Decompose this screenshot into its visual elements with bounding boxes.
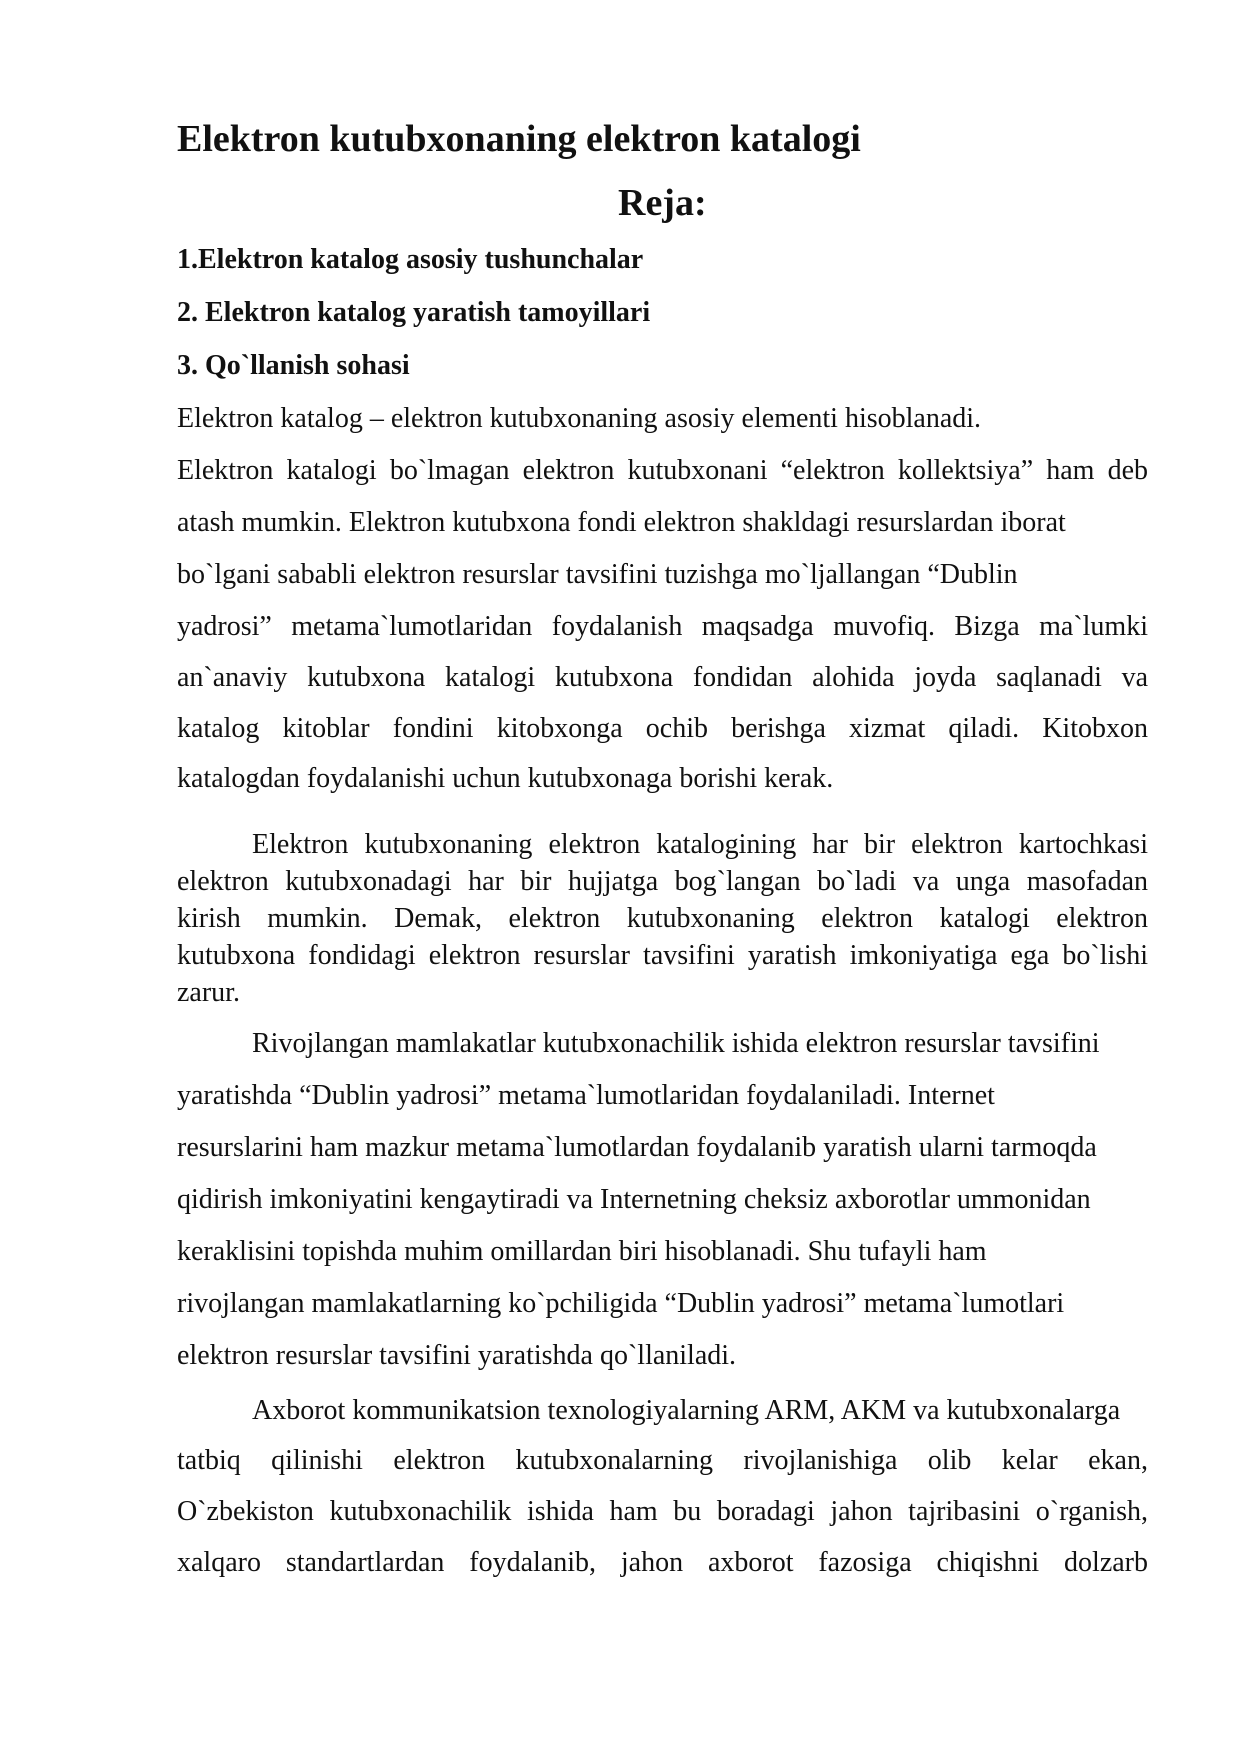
document-title: Elektron kutubxonaning elektron katalogi <box>177 118 861 160</box>
text-line: zarur. <box>177 977 240 1008</box>
text-line: an`anaviy kutubxona katalogi kutubxona fondidan alohida joyda saqlanadi va <box>177 662 1148 693</box>
text-line: rivojlangan mamlakatlarning ko`pchiligida “Dublin yadrosi” metama`lumotlari <box>177 1288 1065 1319</box>
text-line: atash mumkin. Elektron kutubxona fondi elektron shakldagi resurslardan iborat <box>177 507 1066 538</box>
text-line: Rivojlangan mamlakatlar kutubxonachilik ishida elektron resurslar tavsifini <box>252 1028 1100 1059</box>
text-line: kirish mumkin. Demak, elektron kutubxonaning elektron katalogi elektron <box>177 903 1148 934</box>
text-line: resurslarini ham mazkur metama`lumotlardan foydalanib yaratish ularni tarmoqda <box>177 1132 1097 1163</box>
text-line: elektron kutubxonadagi har bir hujjatga bog`langan bo`ladi va unga masofadan <box>177 866 1148 897</box>
text-line: xalqaro standartlardan foydalanib, jahon axborot fazosiga chiqishni dolzarb <box>177 1547 1148 1578</box>
plan-item-1: 1.Elektron katalog asosiy tushunchalar <box>177 244 644 275</box>
text-line: Elektron katalog – elektron kutubxonaning asosiy elementi hisoblanadi. <box>177 403 982 434</box>
text-line: tatbiq qilinishi elektron kutubxonalarning rivojlanishiga olib kelar ekan, <box>177 1445 1148 1476</box>
text-line: Axborot kommunikatsion texnologiyalarning ARM, AKM va kutubxonalarga <box>252 1395 1121 1426</box>
text-line: kutubxona fondidagi elektron resurslar tavsifini yaratish imkoniyatiga ega bo`lishi <box>177 940 1148 971</box>
text-line: katalogdan foydalanishi uchun kutubxonaga borishi kerak. <box>177 763 834 794</box>
text-line: elektron resurslar tavsifini yaratishda qo`llaniladi. <box>177 1340 737 1371</box>
text-line: yadrosi” metama`lumotlaridan foydalanish maqsadga muvofiq. Bizga ma`lumki <box>177 611 1148 642</box>
text-line: qidirish imkoniyatini kengaytiradi va Internetning cheksiz axborotlar ummonidan <box>177 1184 1091 1215</box>
text-line: katalog kitoblar fondini kitobxonga ochib berishga xizmat qiladi. Kitobxon <box>177 713 1148 744</box>
plan-item-2: 2. Elektron katalog yaratish tamoyillari <box>177 297 651 328</box>
text-line: Elektron katalogi bo`lmagan elektron kutubxonani “elektron kollektsiya” ham deb <box>177 455 1148 486</box>
text-line: bo`lgani sababli elektron resurslar tavsifini tuzishga mo`ljallangan “Dublin <box>177 559 1018 590</box>
text-line: keraklisini topishda muhim omillardan biri hisoblanadi. Shu tufayli ham <box>177 1236 987 1267</box>
text-line: Elektron kutubxonaning elektron katalogining har bir elektron kartochkasi <box>252 829 1148 860</box>
text-line: yaratishda “Dublin yadrosi” metama`lumotlaridan foydalaniladi. Internet <box>177 1080 995 1111</box>
plan-heading: Reja: <box>618 182 707 224</box>
text-line: O`zbekiston kutubxonachilik ishida ham bu boradagi jahon tajribasini o`rganish, <box>177 1496 1148 1527</box>
plan-item-3: 3. Qo`llanish sohasi <box>177 350 410 381</box>
